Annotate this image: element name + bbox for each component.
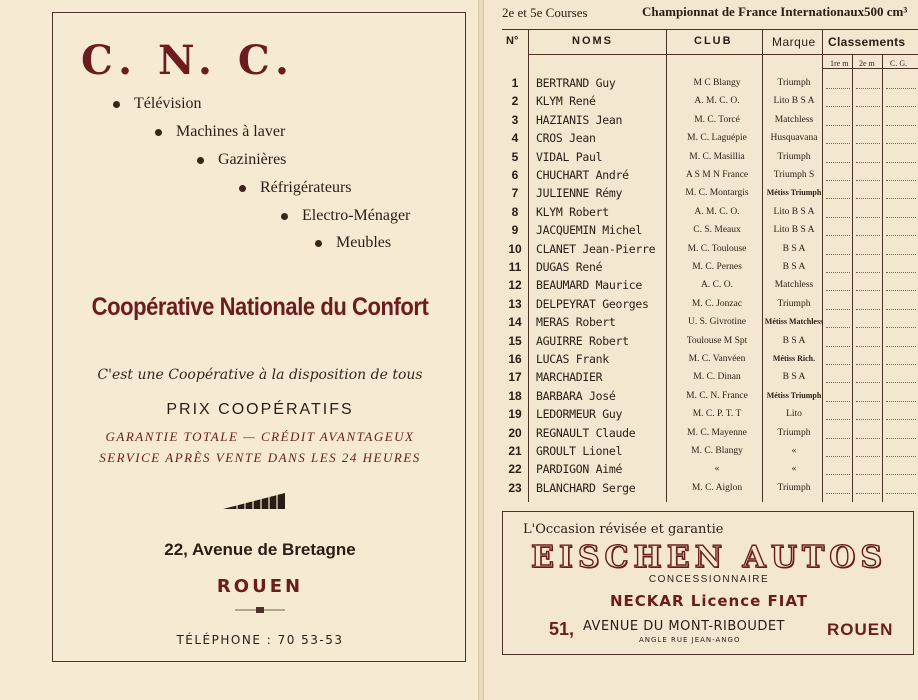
eischen-intro: L'Occasion révisée et garantie <box>523 522 724 537</box>
entry-number: 1 <box>511 76 519 90</box>
entry-club: A. M. C. O. <box>694 206 740 217</box>
entry-brand: Triumph <box>777 78 811 88</box>
entry-number: 10 <box>508 241 522 256</box>
ranking-blank <box>886 474 916 475</box>
eischen-city: ROUEN <box>827 620 894 639</box>
ranking-blank <box>886 327 916 328</box>
ranking-blank <box>856 106 880 107</box>
table-row <box>502 111 918 129</box>
entry-name: JACQUEMIN Michel <box>536 223 642 238</box>
eischen-advert <box>502 511 914 655</box>
cooperative-name: Coopérative Nationale du Confort <box>91 293 429 321</box>
cnc-address: 22, Avenue de Bretagne <box>164 540 356 559</box>
table-row <box>502 368 918 386</box>
table-row <box>502 424 918 442</box>
ranking-blank <box>886 88 916 89</box>
entry-number: 17 <box>508 370 522 385</box>
ranking-blank <box>826 162 850 163</box>
ranking-blank <box>886 235 916 236</box>
entry-number: 6 <box>511 168 519 182</box>
ranking-blank <box>826 309 850 310</box>
ranking-blank <box>886 254 916 255</box>
entry-club: M. C. N. France <box>686 390 748 401</box>
table-row <box>502 184 918 202</box>
ranking-blank <box>886 180 916 181</box>
header-brand: Marque <box>772 35 816 49</box>
ranking-blank <box>826 272 850 273</box>
entry-club: M. C. Mayenne <box>687 427 747 438</box>
entry-club: A S M N France <box>685 170 749 180</box>
ranking-blank <box>826 254 850 255</box>
ranking-blank <box>826 401 850 402</box>
ranking-blank <box>826 346 850 347</box>
ranking-blank <box>856 456 880 457</box>
entry-name: BEAUMARD Maurice <box>536 278 642 293</box>
entry-number: 2 <box>511 94 519 109</box>
bullet-icon <box>197 157 204 164</box>
entry-brand: « <box>791 446 797 456</box>
header-club: CLUB <box>694 35 733 47</box>
race-class: 500 cm³ <box>864 4 908 19</box>
ranking-blank <box>886 364 916 365</box>
entry-number: 16 <box>508 352 522 366</box>
entry-brand: Lito B S A <box>773 206 815 217</box>
ranking-blank <box>886 456 916 457</box>
entry-name: JULIENNE Rémy <box>536 186 623 201</box>
entry-club: M. C. P. T. T <box>692 409 742 420</box>
ranking-blank <box>886 438 916 439</box>
bullet-icon <box>239 185 246 192</box>
entry-brand: Lito B S A <box>773 96 815 107</box>
eischen-street: AVENUE DU MONT-RIBOUDET <box>583 619 785 634</box>
eischen-corner: ANGLE RUE JEAN-ANGO <box>639 636 741 644</box>
ranking-blank <box>886 382 916 383</box>
table-row <box>502 332 918 350</box>
entry-name: LEDORMEUR Guy <box>536 407 623 422</box>
subheader-overall: C. G. <box>890 59 908 68</box>
race-category: 2e et 5e Courses <box>502 5 588 20</box>
entry-number: 4 <box>511 131 519 146</box>
entry-number: 5 <box>511 149 519 164</box>
entry-name: BLANCHARD Serge <box>536 480 636 495</box>
entry-brand: Lito B S A <box>773 225 815 236</box>
entry-brand: Métiss Triumph <box>766 188 822 198</box>
ranking-blank <box>856 474 880 475</box>
table-row <box>502 258 918 276</box>
eischen-street-number: 51, <box>549 619 575 639</box>
entry-club: M. C. Montargis <box>685 188 749 199</box>
entry-number: 14 <box>508 315 522 330</box>
table-row <box>502 479 918 497</box>
entry-name: LUCAS Frank <box>536 352 609 366</box>
prices-headline: PRIX COOPÉRATIFS <box>166 401 354 418</box>
entry-name: REGNAULT Claude <box>536 425 636 440</box>
ranking-blank <box>856 401 880 402</box>
entry-club: M. C. Blangy <box>691 446 743 456</box>
entry-club: M. C. Torcé <box>694 114 740 125</box>
entry-number: 13 <box>508 296 522 311</box>
entry-club: M. C. Pernes <box>692 262 742 272</box>
table-row <box>502 442 918 460</box>
entry-brand: Métiss Rich. <box>772 354 816 363</box>
entry-club: A. C. O. <box>701 280 733 291</box>
table-row <box>502 295 918 313</box>
entry-club: C. S. Meaux <box>693 225 741 236</box>
ranking-blank <box>826 419 850 420</box>
entry-number: 7 <box>511 186 519 201</box>
ranking-blank <box>856 272 880 273</box>
entry-brand: Métiss Triumph <box>766 390 822 400</box>
ranking-blank <box>856 162 880 163</box>
ranking-blank <box>886 401 916 402</box>
entry-brand: B S A <box>782 335 806 346</box>
entry-name: DUGAS René <box>536 260 603 274</box>
entry-number: 9 <box>511 223 519 238</box>
divider-ornament-icon <box>235 606 285 614</box>
eischen-dealer: CONCESSIONNAIRE <box>648 574 770 585</box>
ranking-blank <box>856 493 880 494</box>
entry-brand: Triumph S <box>773 170 815 180</box>
entry-name: MARCHADIER <box>536 370 603 385</box>
entry-name: VIDAL Paul <box>536 149 603 164</box>
entry-number: 20 <box>508 425 522 440</box>
ranking-blank <box>826 198 850 199</box>
bullet-icon <box>155 129 162 136</box>
race-title: Championnat de France Internationaux <box>642 4 865 19</box>
ranking-blank <box>856 438 880 439</box>
entry-name: KLYM Robert <box>536 204 609 219</box>
entry-name: CROS Jean <box>536 131 596 146</box>
entry-name: CLANET Jean-Pierre <box>536 241 656 256</box>
product-item: Electro-Ménager <box>281 207 410 225</box>
entry-brand: Husquavana <box>770 133 818 144</box>
ranking-blank <box>826 217 850 218</box>
ranking-blank <box>856 198 880 199</box>
right-page <box>484 0 918 700</box>
ranking-blank <box>886 309 916 310</box>
entry-brand: Triumph <box>777 427 811 438</box>
entry-club: M. C. Dinan <box>693 372 741 383</box>
ranking-blank <box>886 143 916 144</box>
entry-brand: Matchless <box>774 280 814 291</box>
ranking-blank <box>886 217 916 218</box>
ranking-blank <box>856 254 880 255</box>
ranking-blank <box>886 198 916 199</box>
entry-club: M. C. Aiglon <box>691 482 743 493</box>
table-row <box>502 166 918 184</box>
product-item: Gazinières <box>197 151 286 169</box>
ranking-blank <box>886 162 916 163</box>
cnc-city: ROUEN <box>216 576 304 597</box>
entry-name: DELPEYRAT Georges <box>536 296 649 311</box>
entry-number: 8 <box>511 204 519 219</box>
entry-number: 23 <box>508 480 522 495</box>
entry-club: « <box>714 464 720 475</box>
entry-brand: B S A <box>782 243 806 254</box>
table-row <box>502 405 918 423</box>
entry-club: A. M. C. O. <box>694 96 740 107</box>
rankings-rule <box>822 68 918 69</box>
ranking-blank <box>826 364 850 365</box>
entry-number: 11 <box>508 260 522 274</box>
cnc-phone: TÉLÉPHONE : 70 53-53 <box>176 633 344 647</box>
ranking-blank <box>826 382 850 383</box>
entry-brand: Triumph <box>777 482 811 493</box>
ranking-blank <box>856 364 880 365</box>
table-row <box>502 350 918 368</box>
ranking-blank <box>856 327 880 328</box>
subheader-second-heat: 2e m <box>859 59 875 68</box>
ranking-blank <box>826 493 850 494</box>
cooperative-tagline: C'est une Coopérative à la disposition de tous <box>97 367 423 383</box>
table-row <box>502 276 918 294</box>
ranking-blank <box>886 493 916 494</box>
ranking-blank <box>826 474 850 475</box>
product-item: Réfrigérateurs <box>239 179 352 197</box>
entry-number: 22 <box>508 462 522 477</box>
entry-name: KLYM René <box>536 94 596 109</box>
entry-brand: Triumph <box>777 151 811 162</box>
header-rankings: Classements <box>828 35 906 49</box>
cnc-brand: C. N. C. <box>81 37 295 84</box>
product-item: Télévision <box>113 95 202 113</box>
table-row <box>502 92 918 110</box>
ranking-blank <box>826 88 850 89</box>
header-number: N° <box>506 35 519 47</box>
entry-brand: « <box>791 464 797 475</box>
entry-number: 15 <box>508 333 522 348</box>
entry-club: M C Blangy <box>693 78 741 88</box>
entry-club: U. S. Givrotine <box>687 317 747 328</box>
ranking-blank <box>826 235 850 236</box>
entry-name: HAZIANIS Jean <box>536 112 623 127</box>
ranking-blank <box>826 106 850 107</box>
ranking-blank <box>856 125 880 126</box>
table-row <box>502 203 918 221</box>
ranking-blank <box>886 272 916 273</box>
table-row <box>502 313 918 331</box>
ranking-blank <box>856 143 880 144</box>
table-row <box>502 387 918 405</box>
ranking-blank <box>886 346 916 347</box>
entry-brand: B S A <box>782 262 806 272</box>
ranking-blank <box>856 419 880 420</box>
ranking-blank <box>826 180 850 181</box>
entry-club: M. C. Vanvéen <box>688 354 746 364</box>
ranking-blank <box>826 438 850 439</box>
entry-brand: Métiss Matchless <box>764 317 824 327</box>
entry-name: CHUCHART André <box>536 168 629 182</box>
subheader-first-heat: 1re m <box>830 59 849 68</box>
eischen-brands: NECKAR Licence FIAT <box>609 592 809 610</box>
entry-brand: B S A <box>782 372 806 383</box>
ranking-blank <box>886 125 916 126</box>
ranking-blank <box>856 235 880 236</box>
ranking-blank <box>856 180 880 181</box>
entry-club: M. C. Toulouse <box>687 243 747 254</box>
decorative-wedge-icon <box>223 491 287 511</box>
guarantee-line: SERVICE APRÈS VENTE DANS LES 24 HEURES <box>99 450 421 465</box>
ranking-blank <box>826 290 850 291</box>
ranking-blank <box>826 125 850 126</box>
ranking-blank <box>886 419 916 420</box>
ranking-blank <box>856 290 880 291</box>
ranking-blank <box>826 456 850 457</box>
cnc-advert <box>52 12 466 662</box>
ranking-blank <box>826 327 850 328</box>
entry-club: Toulouse M Spt <box>686 335 748 346</box>
bullet-icon <box>113 101 120 108</box>
ranking-blank <box>856 346 880 347</box>
entry-name: PARDIGON Aimé <box>536 462 623 477</box>
entry-brand: Matchless <box>774 114 814 125</box>
product-item: Meubles <box>315 234 391 252</box>
race-header <box>502 4 918 24</box>
entry-number: 12 <box>508 278 522 293</box>
entry-name: AGUIRRE Robert <box>536 333 629 348</box>
header-rule <box>528 54 918 55</box>
bullet-icon <box>315 240 322 247</box>
header-names: NOMS <box>572 35 613 47</box>
ranking-blank <box>886 290 916 291</box>
entry-number: 19 <box>508 407 522 422</box>
entry-number: 18 <box>508 388 522 403</box>
table-row <box>502 148 918 166</box>
guarantee-line: GARANTIE TOTALE — CRÉDIT AVANTAGEUX <box>105 429 415 444</box>
table-row <box>502 129 918 147</box>
bullet-icon <box>281 213 288 220</box>
entry-brand: Triumph <box>777 298 811 309</box>
ranking-blank <box>886 106 916 107</box>
ranking-blank <box>856 309 880 310</box>
entry-name: MERAS Robert <box>536 315 616 330</box>
eischen-name: EISCHEN AUTOS <box>530 540 888 575</box>
entry-club: M. C. Jonzac <box>691 298 743 309</box>
entry-name: GROULT Lionel <box>536 444 623 458</box>
table-row <box>502 74 918 92</box>
table-row <box>502 460 918 478</box>
entry-club: M. C. Masillia <box>689 151 745 162</box>
entry-number: 21 <box>508 444 522 458</box>
ranking-blank <box>856 382 880 383</box>
table-row <box>502 221 918 239</box>
ranking-blank <box>856 217 880 218</box>
entry-name: BARBARA José <box>536 388 616 403</box>
table-row <box>502 240 918 258</box>
product-item: Machines à laver <box>155 123 285 141</box>
entry-brand: Lito <box>786 409 802 420</box>
entry-number: 3 <box>511 112 519 127</box>
ranking-blank <box>826 143 850 144</box>
entry-name: BERTRAND Guy <box>536 76 616 90</box>
ranking-blank <box>856 88 880 89</box>
entry-list-table <box>502 29 918 502</box>
entry-club: M. C. Laguépie <box>687 133 747 144</box>
